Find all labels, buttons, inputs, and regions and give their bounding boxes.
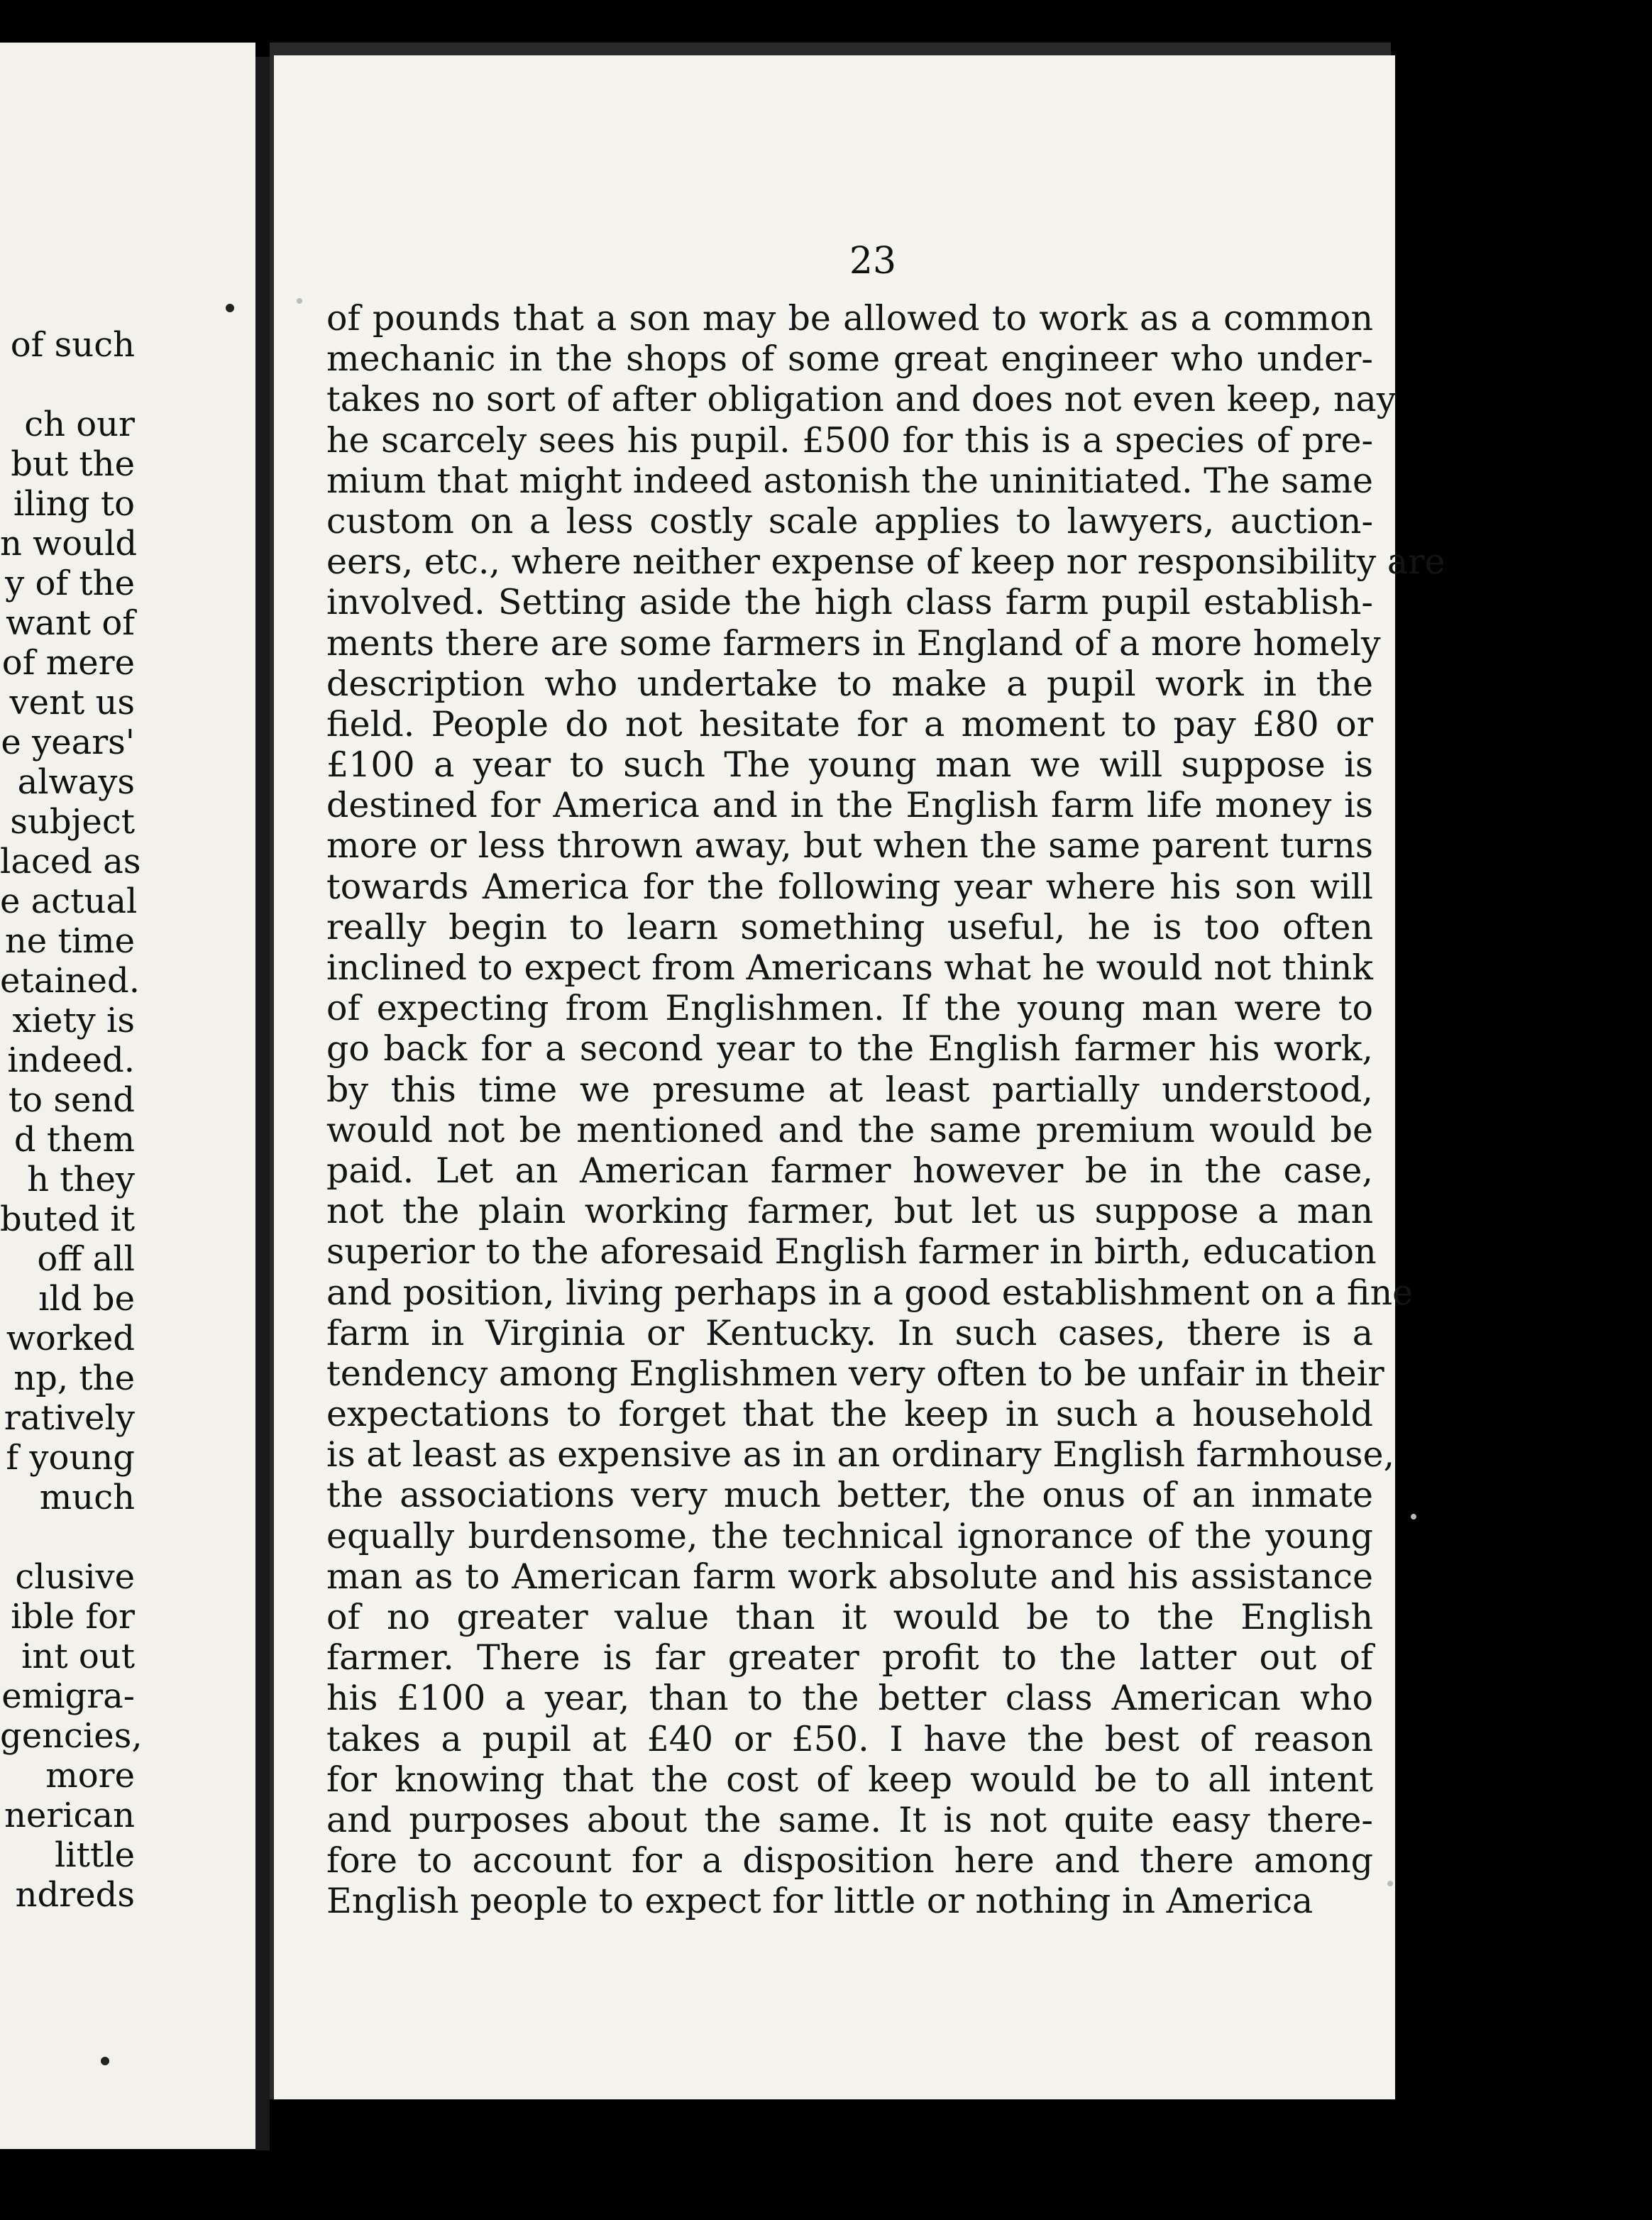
text-line: go back for a second year to the English farmer his work, bbox=[326, 1028, 1373, 1070]
text-line: superior to the aforesaid English farmer in birth, education bbox=[326, 1231, 1377, 1273]
ink-dot bbox=[101, 2057, 109, 2065]
fragment-line: y of the bbox=[5, 564, 135, 603]
fragment-line: emigra- bbox=[1, 1676, 135, 1716]
text-line: not the plain working farmer, but let us suppose a man bbox=[326, 1191, 1373, 1232]
fragment-line: laced as bbox=[0, 842, 141, 881]
text-line: man as to American farm work absolute and his assistance bbox=[326, 1556, 1373, 1597]
fragment-line: vent us bbox=[9, 683, 135, 722]
fragment-line: ndreds bbox=[15, 1875, 135, 1915]
text-line: paid. Let an American farmer however be in the case, bbox=[326, 1150, 1373, 1191]
fragment-line: off all bbox=[37, 1239, 135, 1279]
fragment-line: e actual bbox=[0, 881, 138, 921]
text-line: by this time we presume at least partially understood, bbox=[326, 1069, 1373, 1110]
page-gutter bbox=[255, 57, 270, 2150]
text-line: involved. Setting aside the high class farm pupil establish- bbox=[326, 582, 1373, 623]
page-number: 23 bbox=[849, 240, 897, 282]
text-line: tendency among Englishmen very often to be unfair in their bbox=[326, 1353, 1384, 1394]
fragment-line: ne time bbox=[4, 921, 135, 961]
text-line: takes no sort of after obligation and does not even keep, nay bbox=[326, 379, 1397, 420]
fragment-line: clusive bbox=[15, 1557, 135, 1597]
text-line: mechanic in the shops of some great engineer who under- bbox=[326, 339, 1373, 380]
text-line: equally burdensome, the technical ignorance of the young bbox=[326, 1515, 1373, 1556]
fragment-line bbox=[0, 365, 255, 405]
fragment-line: but the bbox=[11, 444, 135, 484]
fragment-line: n would bbox=[0, 524, 138, 564]
text-line: his £100 a year, than to the better class American who bbox=[326, 1678, 1373, 1719]
fragment-line: indeed. bbox=[7, 1040, 135, 1080]
text-line: ments there are some farmers in England of a more homely bbox=[326, 622, 1381, 664]
fragment-line: e years' bbox=[1, 722, 135, 762]
text-line: really begin to learn something useful, he is too often bbox=[326, 906, 1373, 947]
text-line: of no greater value than it would be to the English bbox=[326, 1597, 1373, 1637]
fragment-line: worked bbox=[6, 1319, 135, 1358]
previous-page-fragment bbox=[0, 43, 255, 2149]
fragment-line: iling to bbox=[13, 484, 135, 524]
fragment-line: d them bbox=[13, 1120, 135, 1160]
fragment-line: int out bbox=[21, 1637, 135, 1676]
text-line: takes a pupil at £40 or £50. I have the best of reason bbox=[326, 1718, 1373, 1759]
text-line: destined for America and in the English farm life money is bbox=[326, 785, 1373, 826]
text-line: the associations very much better, the onus of an inmate bbox=[326, 1475, 1373, 1516]
text-line: expectations to forget that the keep in such a household bbox=[326, 1394, 1373, 1435]
text-line: and position, living perhaps in a good establishment on a fine bbox=[326, 1272, 1414, 1313]
text-line: inclined to expect from Americans what he would not think bbox=[326, 947, 1373, 988]
fragment-line: ratively bbox=[4, 1398, 135, 1438]
text-line: mium that might indeed astonish the uninitiated. The same bbox=[326, 460, 1373, 501]
fragment-line: want of bbox=[6, 603, 135, 643]
ink-speck bbox=[1411, 1514, 1416, 1520]
fragment-line: little bbox=[54, 1835, 135, 1875]
text-line: field. People do not hesitate for a moment to pay £80 or bbox=[326, 703, 1373, 744]
text-line: and purposes about the same. It is not quite easy there- bbox=[326, 1799, 1373, 1840]
text-line: for knowing that the cost of keep would be to all intent bbox=[326, 1759, 1373, 1800]
fragment-line: much bbox=[39, 1478, 135, 1517]
text-line: is at least as expensive as in an ordinary English farmhouse, bbox=[326, 1434, 1395, 1476]
ink-dot bbox=[226, 304, 234, 312]
fragment-line: always bbox=[17, 762, 135, 802]
fragment-line: etained. bbox=[0, 961, 140, 1001]
text-line: description who undertake to make a pupil work in the bbox=[326, 663, 1373, 704]
text-line: farmer. There is far greater profit to the latter out of bbox=[326, 1637, 1373, 1678]
fragment-line: buted it bbox=[0, 1199, 135, 1239]
ink-speck bbox=[297, 298, 302, 304]
fragment-line: nerican bbox=[4, 1796, 135, 1835]
text-line: English people to expect for little or nothing in America bbox=[326, 1881, 1314, 1922]
fragment-line: of mere bbox=[1, 643, 135, 683]
fragment-line: subject bbox=[10, 802, 135, 842]
fragment-line bbox=[0, 1517, 255, 1557]
text-line: towards America for the following year where his son will bbox=[326, 866, 1373, 907]
page-body-text bbox=[326, 298, 1446, 1922]
fragment-line: f young bbox=[6, 1438, 135, 1478]
text-line: he scarcely sees his pupil. £500 for this is a species of pre- bbox=[326, 419, 1373, 461]
fragment-line: ıld be bbox=[38, 1279, 135, 1319]
fragment-line: ch our bbox=[24, 405, 135, 444]
text-line: of pounds that a son may be allowed to work as a common bbox=[326, 298, 1373, 339]
text-line: farm in Virginia or Kentucky. In such cases, there is a bbox=[326, 1312, 1373, 1353]
fragment-line: xiety is bbox=[12, 1001, 135, 1040]
fragment-line: h they bbox=[27, 1160, 135, 1199]
fragment-line: ible for bbox=[11, 1597, 135, 1637]
fragment-line: np, the bbox=[13, 1358, 135, 1398]
text-line: more or less thrown away, but when the same parent turns bbox=[326, 825, 1373, 867]
fragment-line: more bbox=[45, 1756, 135, 1796]
text-line: of expecting from Englishmen. If the young man were to bbox=[326, 988, 1373, 1029]
text-line: would not be mentioned and the same premium would be bbox=[326, 1109, 1373, 1150]
text-line: eers, etc., where neither expense of keep nor responsibility are bbox=[326, 542, 1446, 583]
previous-page-text bbox=[0, 325, 255, 1915]
fragment-line: of such bbox=[10, 325, 135, 365]
text-line: £100 a year to such The young man we will suppose is bbox=[326, 744, 1373, 786]
fragment-line: gencies, bbox=[0, 1716, 143, 1756]
fragment-line: to send bbox=[8, 1080, 135, 1120]
ink-speck bbox=[1387, 1881, 1393, 1886]
text-line: fore to account for a disposition here and there among bbox=[326, 1840, 1373, 1881]
text-line: custom on a less costly scale applies to lawyers, auction- bbox=[326, 500, 1373, 542]
